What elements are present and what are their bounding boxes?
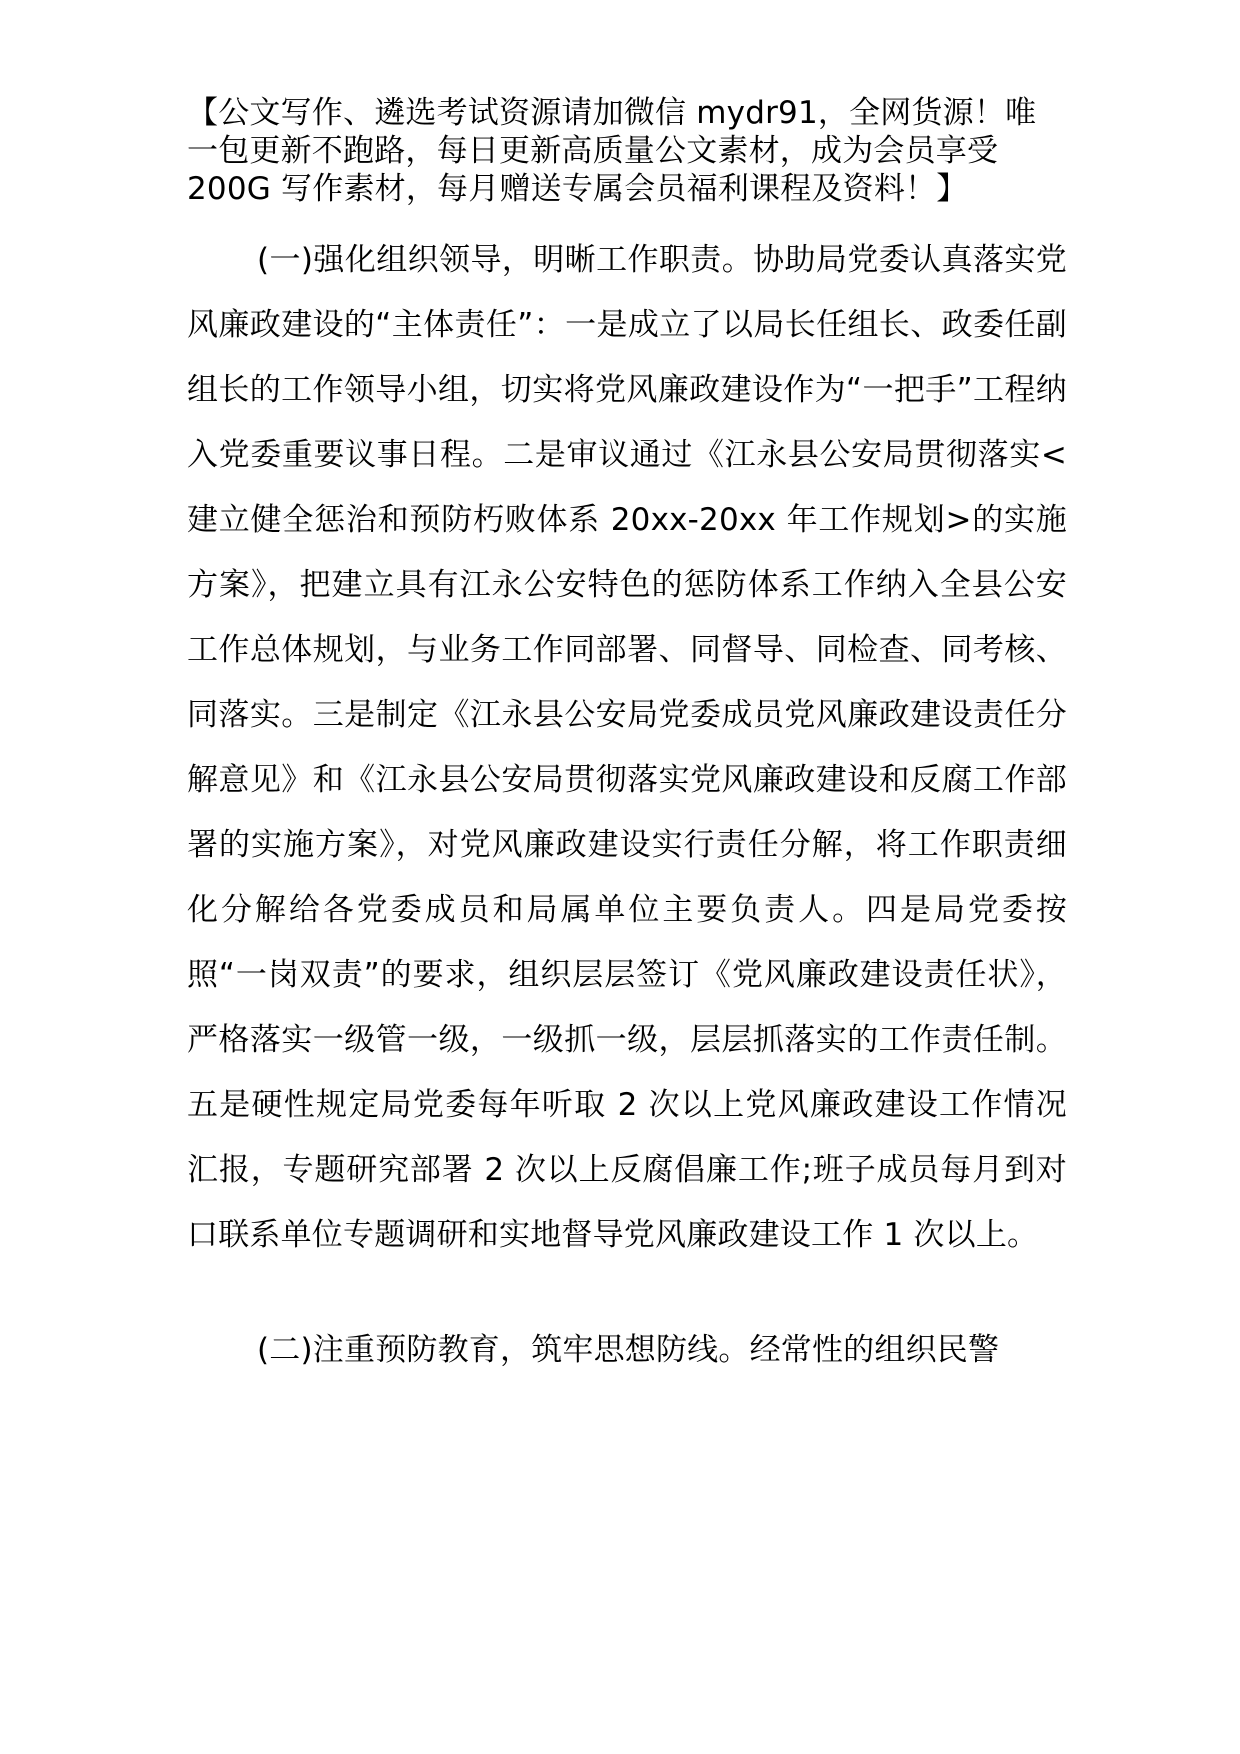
promo-header-note: 【公文写作、遴选考试资源请加微信 mydr91，全网货源！唯一包更新不跑路，每日更新高质量公文素材，成为会员享受 200G 写作素材，每月赠送专属会员福利课程及资料！】 — [187, 95, 1037, 207]
paragraph-1: (一)强化组织领导，明晰工作职责。协助局党委认真落实党风廉政建设的“主体责任”：一是成立了以局长任组长、政委任副组长的工作领导小组，切实将党风廉政建设作为“一把手”工程纳入党委重要议事日程。二是审议通过《江永县公安局贯彻落实<建立健全惩治和预防朽败体系 20xx-20xx 年工作规划>的实施方案》，把建立具有江永公安特色的惩防体系工作纳入全县公安工作总体规划，与业务工作同部署、同督导、同检查、同考核、同落实。三是制定《江永县公安局党委成员党风廉政建设责任分解意见》和《江永县公安局贯彻落实党风廉政建设和反腐工作部署的实施方案》，对党风廉政建设实行责任分解，将工作职责细化分解给各党委成员和局属单位主要负责人。四是局党委按照“一岗双责”的要求，组织层层签订《党风廉政建设责任状》，严格落实一级管一级，一级抓一级，层层抓落实的工作责任制。五是硬性规定局党委每年听取 2 次以上党风廉政建设工作情况汇报，专题研究部署 2 次以上反腐倡廉工作;班子成员每月到对口联系单位专题调研和实地督导党风廉政建设工作 1 次以上。 — [187, 242, 1067, 1253]
paragraph-2: (二)注重预防教育，筑牢思想防线。经常性的组织民警 — [257, 1332, 1000, 1368]
document-body — [187, 94, 1067, 1383]
